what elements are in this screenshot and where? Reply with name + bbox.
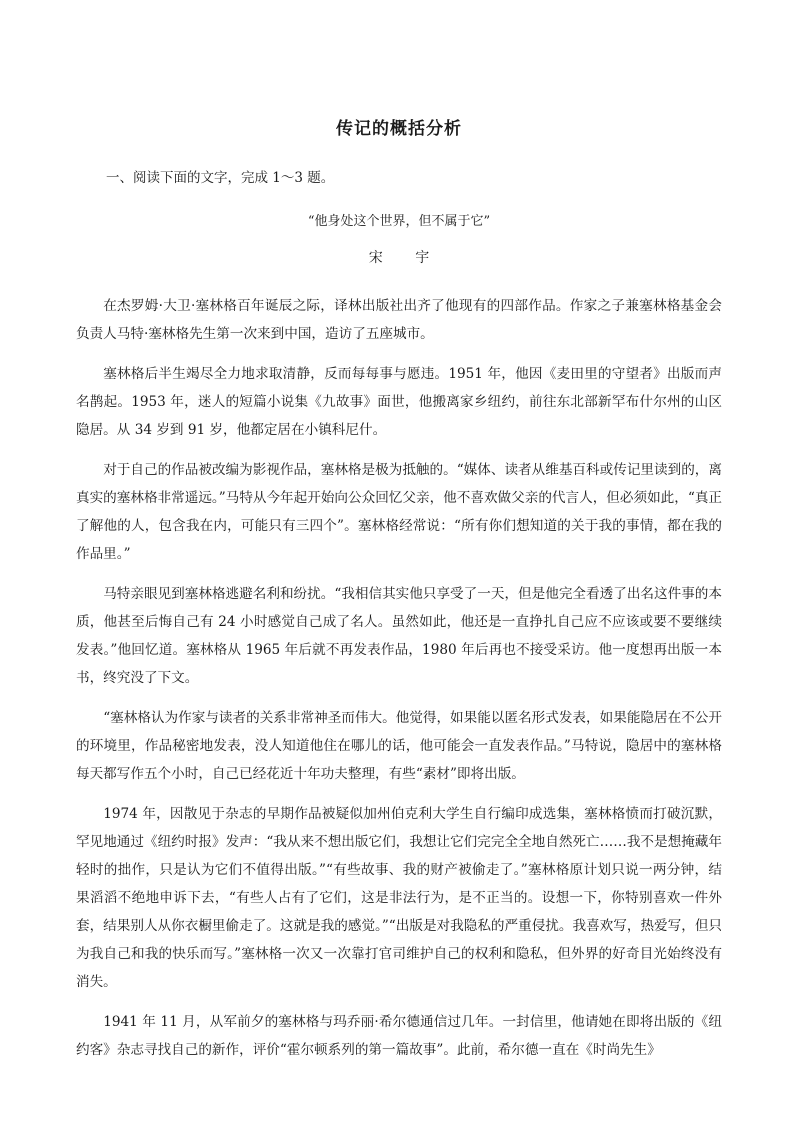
article-paragraph: “塞林格认为作家与读者的关系非常神圣而伟大。他觉得，如果能以匿名形式发表，如果能隐居在不公开的环境里，作品秘密地发表，没人知道他住在哪儿的话，他可能会一直发表作品。”马特说，隐居中的塞林格每天都写作五个小时，自己已经花近十年功夫整理，有些“素材”即将出版。: [76, 710, 722, 782]
question-instruction: 一、阅读下面的文字，完成 1～3 题。: [106, 170, 335, 186]
article-author: 宋 宇: [368, 250, 444, 266]
article-paragraph: 1974 年，因散见于杂志的早期作品被疑似加州伯克利大学生自行编印成选集，塞林格愤而打破沉默，罕见地通过《纽约时报》发声：“我从来不想出版它们，我想让它们完完全全地自然死亡……我不是想掩藏年轻时的拙作，只是认为它们不值得出版。”“有些故事、我的财产被偷走了。”塞林格原计划只说一两分钟，结果滔滔不绝地申诉下去，“有些人占有了它们，这是非法行为，是不正当的。设想一下，你特别喜欢一件外套，结果别人从你衣橱里偷走了。这就是我的感觉。”“出版是对我隐私的严重侵扰。我喜欢写，热爱写，但只为我自己和我的快乐而写。”塞林格一次又一次靠打官司维护自己的权利和隐私，但外界的好奇目光始终没有消失。: [76, 806, 723, 990]
article-paragraph: 塞林格后半生竭尽全力地求取清静，反而每每事与愿违。1951 年，他因《麦田里的守望者》出版而声名鹊起。1953 年，迷人的短篇小说集《九故事》面世，他搬离家乡纽约，前往东北部新罕布什尔州的山区隐居。从 34 岁到 91 岁，他都定居在小镇科尼什。: [76, 366, 722, 438]
article-paragraph: 马特亲眼见到塞林格逃避名利和纷扰。“我相信其实他只享受了一天，但是他完全看透了出名这件事的本质，他甚至后悔自己有 24 小时感觉自己成了名人。虽然如此，他还是一直挣扎自己应不应该或要不要继续发表。”他回忆道。塞林格从 1965 年后就不再发表作品，1980 年后再也不接受采访。他一度想再出版一本书，终究没了下文。: [76, 586, 722, 686]
article-title: “他身处这个世界，但不属于它”: [307, 214, 491, 229]
article-paragraph: 1941 年 11 月，从军前夕的塞林格与玛乔丽·希尔德通信过几年。一封信里，他请她在即将出版的《纽约客》杂志寻找自己的新作，评价“霍尔顿系列的第一篇故事”。此前，希尔德一直在《时尚先生》: [76, 1014, 722, 1058]
page-title: 传记的概括分析: [336, 119, 462, 139]
article-paragraph: 对于自己的作品被改编为影视作品，塞林格是极为抵触的。“媒体、读者从维基百科或传记里读到的，离真实的塞林格非常遥远。”马特从今年起开始向公众回忆父亲，他不喜欢做父亲的代言人，但必须如此，“真正了解他的人，包含我在内，可能只有三四个”。塞林格经常说：“所有你们想知道的关于我的事情，都在我的作品里。”: [76, 462, 723, 562]
article-paragraph: 在杰罗姆·大卫·塞林格百年诞辰之际，译林出版社出齐了他现有的四部作品。作家之子兼塞林格基金会负责人马特·塞林格先生第一次来到中国，造访了五座城市。: [76, 298, 722, 342]
